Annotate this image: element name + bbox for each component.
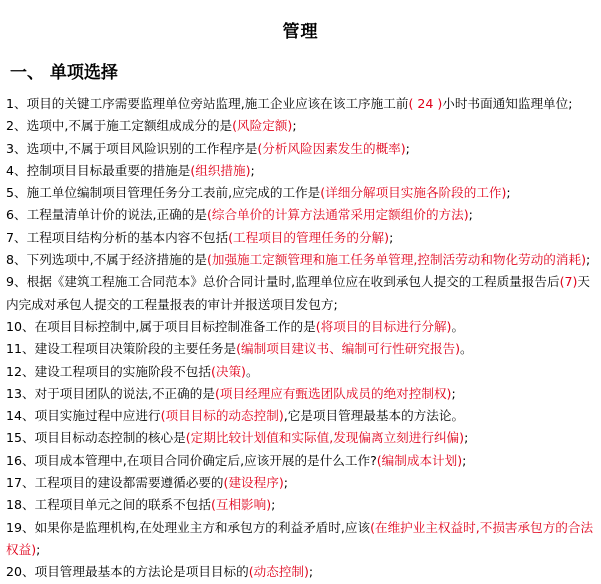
answer-text: (编制项目建议书、编制可行性研究报告) [236, 341, 461, 357]
question-suffix: 。 [460, 341, 473, 357]
answer-text: (定期比较计划值和实际值,发现偏离立刻进行纠偏) [185, 430, 465, 446]
question-item [6, 450, 596, 472]
question-item [6, 93, 596, 115]
answer-text: (决策) [210, 363, 246, 379]
question-text: 19、如果你是监理机构,在处理业主方和承包方的利益矛盾时,应该 [6, 519, 371, 535]
question-item [6, 517, 596, 562]
question-item [6, 204, 596, 226]
question-suffix: ; [464, 430, 469, 446]
question-item [6, 383, 596, 405]
question-suffix: ; [586, 252, 591, 268]
question-item [6, 227, 596, 249]
answer-text: (编制成本计划) [376, 452, 463, 468]
question-text: 17、工程项目的建设都需要遵循必要的 [6, 475, 224, 491]
answer-text: ( 24 ) [408, 96, 443, 111]
question-text: 5、施工单位编制项目管理任务分工表前,应完成的工作是 [6, 185, 321, 201]
answer-text: (建设程序) [223, 475, 284, 491]
question-item [6, 561, 596, 583]
question-text: 16、项目成本管理中,在项目合同价确定后,应该开展的是什么工作? [6, 452, 377, 468]
question-text: 20、项目管理最基本的方法论是项目目标的 [6, 564, 249, 580]
question-text: 2、选项中,不属于施工定额组成成分的是 [6, 118, 233, 134]
answer-text: (动态控制) [248, 564, 309, 580]
section-heading: 一、 单项选择 [10, 63, 118, 83]
answer-text: (分析风险因素发生的概率) [257, 140, 406, 156]
question-suffix: 小时书面通知监理单位; [442, 96, 573, 111]
question-suffix: 。 [451, 318, 465, 334]
question-suffix: ; [271, 497, 276, 513]
question-text: 14、项目实施过程中应进行 [6, 408, 161, 424]
answer-text: (组织措施) [190, 162, 251, 178]
question-text: 3、选项中,不属于项目风险识别的工作程序是 [6, 140, 258, 156]
answer-text: (7) [559, 274, 578, 290]
question-item [6, 427, 596, 449]
question-item [6, 160, 596, 182]
question-item [6, 182, 596, 204]
question-item [6, 316, 596, 338]
question-suffix: 天内完成对承包人提交的工程量报表的审计并报送项目发包方; [6, 274, 590, 312]
question-item [6, 361, 596, 383]
question-text: 12、建设工程项目的实施阶段不包括 [6, 363, 211, 379]
question-item [6, 338, 596, 360]
answer-text: (加强施工定额管理和施工任务单管理,控制活劳动和物化劳动的消耗) [206, 252, 586, 268]
question-item [6, 115, 596, 137]
question-text: 6、工程量清单计价的说法,正确的是 [6, 207, 207, 223]
question-list [6, 93, 596, 584]
question-item [6, 494, 596, 516]
question-suffix: ; [292, 118, 297, 134]
question-item [6, 271, 596, 316]
question-suffix: ; [389, 229, 394, 245]
answer-text: (在维护业主权益时,不损害承包方的合法权益) [6, 519, 594, 557]
question-text: 10、在项目目标控制中,属于项目目标控制准备工作的是 [6, 318, 316, 334]
question-suffix: ; [468, 207, 473, 223]
answer-text: (风险定额) [232, 118, 293, 134]
question-item [6, 249, 596, 271]
question-suffix: ; [308, 564, 314, 580]
question-item [6, 138, 596, 160]
page-title: 管理 [282, 22, 319, 42]
question-text: 13、对于项目团队的说法,不正确的是 [6, 385, 215, 401]
question-text: 7、工程项目结构分析的基本内容不包括 [6, 229, 229, 245]
question-text: 8、下列选项中,不属于经济措施的是 [6, 252, 207, 268]
question-text: 15、项目目标动态控制的核心是 [6, 430, 186, 446]
answer-text: (详细分解项目实施各阶段的工作) [320, 185, 507, 201]
question-suffix: ; [36, 541, 41, 557]
answer-text: (项目目标的动态控制) [160, 408, 284, 424]
question-suffix: ; [451, 385, 456, 401]
question-text: 11、建设工程项目决策阶段的主要任务是 [6, 341, 237, 357]
question-item [6, 405, 596, 427]
question-suffix: 。 [245, 363, 259, 379]
answer-text: (工程项目的管理任务的分解) [228, 229, 390, 245]
answer-text: (综合单价的计算方法通常采用定额组价的方法) [206, 207, 469, 223]
question-suffix: ; [506, 185, 511, 201]
question-text: 18、工程项目单元之间的联系不包括 [6, 497, 211, 513]
question-suffix: ; [405, 140, 410, 156]
answer-text: (项目经理应有甄选团队成员的绝对控制权) [214, 385, 452, 401]
question-text: 1、项目的关键工序需要监理单位旁站监理,施工企业应该在该工序施工前 [6, 96, 409, 111]
question-suffix: ; [250, 162, 255, 178]
answer-text: (互相影响) [210, 497, 272, 513]
question-suffix: ; [462, 452, 467, 468]
question-suffix: ; [283, 475, 288, 491]
answer-text: (将项目的目标进行分解) [315, 318, 452, 334]
question-item [6, 472, 596, 494]
question-text: 9、根据《建筑工程施工合同范本》总价合同计量时,监理单位应在收到承包人提交的工程质量报告后 [6, 274, 560, 290]
question-text: 4、控制项目目标最重要的措施是 [6, 162, 191, 178]
question-suffix: ,它是项目管理最基本的方法论。 [283, 408, 465, 424]
